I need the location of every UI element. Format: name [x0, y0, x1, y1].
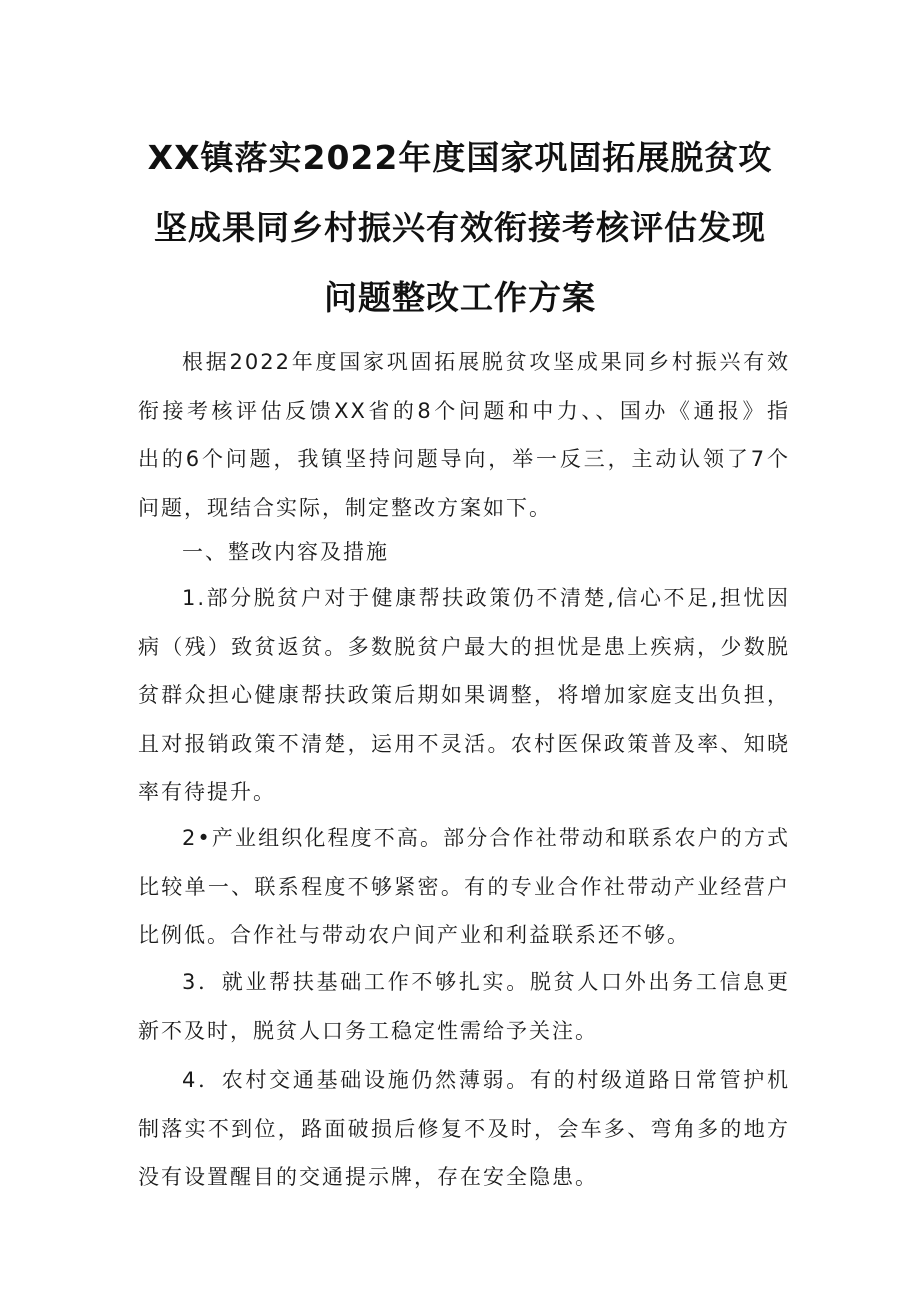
item-2-paragraph [138, 814, 790, 960]
item-4-line-1: 4．农村交通基础设施仍然薄弱。有的村级道路日常管护机 [182, 1068, 790, 1092]
document-title-line-3: 问题整改工作方案 [324, 278, 596, 317]
item-4-line-2: 制落实不到位，路面破损后修复不及时，会车多、弯角多的地方 [138, 1116, 790, 1141]
item-3-line-2: 新不及时，脱贫人口务工稳定性需给予关注。 [138, 1018, 598, 1043]
item-2-line-1: 2•产业组织化程度不高。部分合作社带动和联系农户的方式 [182, 826, 790, 850]
item-1-line-4: 且对报销政策不清楚，运用不灵活。农村医保政策普及率、知晓 [138, 731, 790, 756]
item-1-line-3: 贫群众担心健康帮扶政策后期如果调整，将增加家庭支出负担， [138, 683, 790, 707]
intro-line-1: 根据2022年度国家巩固拓展脱贫攻坚成果同乡村振兴有效 [182, 350, 790, 374]
item-3-paragraph [138, 958, 790, 1055]
item-2-line-3: 比例低。合作社与带动农户间产业和利益联系还不够。 [138, 923, 690, 947]
item-3-line-1: 3．就业帮扶基础工作不够扎实。脱贫人口外出务工信息更 [182, 970, 790, 994]
item-1-line-5: 率有待提升。 [138, 780, 276, 804]
document-title-line-2: 坚成果同乡村振兴有效衔接考核评估发现 [154, 208, 766, 247]
section-heading-text: 一、整改内容及措施 [182, 540, 389, 564]
intro-paragraph [138, 338, 790, 532]
item-1-paragraph [138, 574, 790, 817]
item-1-line-2: 病（残）致贫返贫。多数脱贫户最大的担忧是患上疾病，少数脱 [138, 634, 790, 659]
item-2-line-2: 比较单一、联系程度不够紧密。有的专业合作社带动产业经营户 [138, 874, 790, 899]
section-heading [138, 528, 790, 577]
item-4-line-3: 没有设置醒目的交通提示牌，存在安全隐患。 [138, 1165, 598, 1189]
document-title-line-1: XX镇落实2022年度国家巩固拓展脱贫攻 [147, 138, 773, 177]
intro-line-3: 出的6个问题，我镇坚持问题导向，举一反三，主动认领了7个 [138, 447, 790, 471]
intro-line-4: 问题，现结合实际，制定整改方案如下。 [138, 495, 552, 520]
item-4-paragraph [138, 1056, 790, 1202]
item-1-line-1: 1.部分脱贫户对于健康帮扶政策仍不清楚,信心不足,担忧因 [182, 586, 790, 610]
intro-line-2: 衔接考核评估反馈XX省的8个问题和中力、、国办《通报》指 [138, 398, 790, 423]
